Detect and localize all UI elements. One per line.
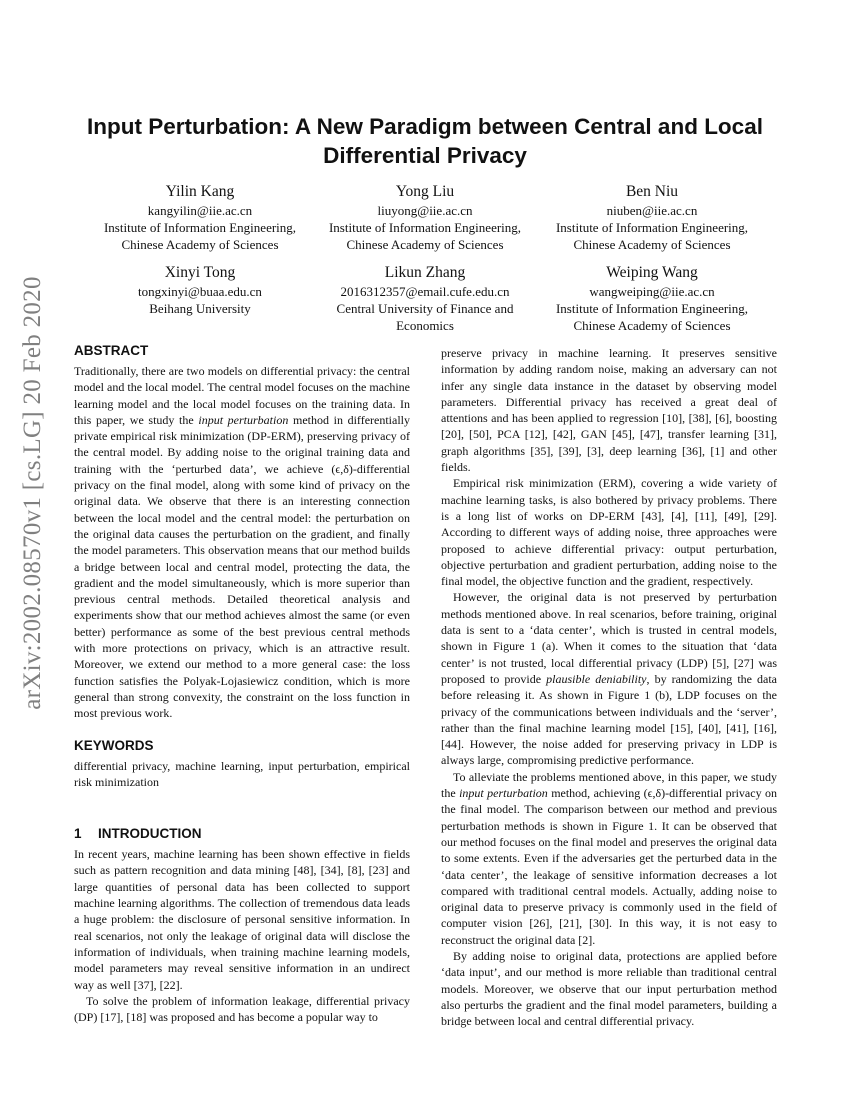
author-affiliation: Economics: [396, 318, 454, 333]
author-affiliation: Chinese Academy of Sciences: [573, 318, 731, 333]
keywords-heading: KEYWORDS: [74, 737, 154, 753]
author-affiliation: Central University of Finance and: [336, 301, 514, 316]
body-paragraph: [441, 769, 777, 948]
author-block: [309, 263, 541, 334]
author-block: [536, 263, 768, 334]
section-title: INTRODUCTION: [98, 826, 202, 842]
author-email: 2016312357@email.cufe.edu.cn: [340, 284, 510, 299]
author-affiliation: Institute of Information Engineering,: [103, 220, 297, 235]
body-text-part: , by randomizing the data before releasing it. As shown in Figure 1 (b), LDP focuses on the privacy of the communications between individuals and the ‘server’, rather than the final machine learning model [15], [40], [41], [16], [44]. However, the noise added for preserving privacy in LDP is always large, compromising predictive performance.: [441, 671, 778, 768]
body-paragraph: [441, 589, 777, 768]
author-email: tongxinyi@buaa.edu.cn: [138, 284, 262, 299]
author-name: Ben Niu: [625, 183, 679, 200]
author-affiliation: Chinese Academy of Sciences: [121, 237, 279, 252]
body-text-part: To alleviate the problems mentioned above, in this paper, we study the: [441, 769, 777, 801]
author-affiliation: Institute of Information Engineering,: [328, 220, 522, 235]
author-name: Weiping Wang: [606, 264, 698, 281]
author-name: Yilin Kang: [165, 183, 235, 200]
body-text-part: However, the original data is not preserved by perturbation methods mentioned above. In real scenarios, before training, original data is sent to a ‘data center’, which is trusted in central models, shown in Figure 1 (a). When it comes to the situation that ‘data center’ is not trusted, local differential privacy (LDP) [5], [27] was proposed to provide: [441, 590, 777, 686]
body-text-part: method, achieving (ϵ,δ)-differential privacy on the final model. The comparison between our method and previous perturbation methods is shown in Figure 1. It can be observed that our method focuses on the final model and preserves the original data to some extents. Even if the adversaries get the perturbed data in the ‘data center’, the leakage of sensitive information decreases a lot compared with traditional central models. Actually, adding noise to original data to preserve privacy is commonly used in the field of computer vision [26], [21], [30]. In this way, it is not easy to reconstruct the original data [2].: [441, 786, 777, 947]
author-affiliation: Institute of Information Engineering,: [555, 220, 749, 235]
author-email: niuben@iie.ac.cn: [606, 203, 698, 218]
abstract-text-part: Traditionally, there are two models on differential privacy: the central model and the local model. The central model focuses on the machine learning model and the local model focuses on the training data. In this paper, we study the: [74, 364, 410, 427]
author-block: [84, 182, 316, 253]
author-affiliation: Beihang University: [149, 301, 251, 316]
abstract-text-part: method in differentially private empirical risk minimization (DP-ERM), preserving privacy of the central model. By adding noise to the original training data and training with the ‘perturbed data’, we achieve (ϵ,δ)-differential privacy on the final model, along with some kind of privacy on the original data. We observe that there is an interesting connection between the local model and the central model: the perturbation on the original data causes the perturbation on the gradient, and finally the model parameters. This observation means that our method builds a bridge between local and central model, protecting the data, the gradient and the model simultaneously, which is more superior than previous central methods. Detailed theoretical analysis and experiments show that our method achieves almost the same (or even better) performance as some of the best previous central methods with more protections on privacy, which is an attractive result. Moreover, we extend our method to a more general case: the loss function satisfies the Polyak-Lojasiewicz condition, which is more general than strong convexity, the constraint on the loss function in most previous work.: [74, 412, 411, 721]
body-emphasis: input perturbation: [459, 786, 548, 801]
arxiv-stamp: [18, 276, 48, 710]
left-column: [74, 342, 410, 1025]
title-line: Input Perturbation: A New Paradigm between Central and Local: [87, 114, 763, 139]
introduction-paragraph: In recent years, machine learning has been shown effective in fields such as pattern recognition and data mining [48], [34], [8], [23] and large quantities of personal data has been collected to support machine learning algorithms. The collection of tremendous data leads a huge problem: the disclosure of personal sensitive information. In real scenarios, not only the leakage of original data will disclose the information of individuals, when training machine learning models, model parameters may reveal sensitive information in an undirect way as well [37], [22].: [74, 847, 410, 992]
body-paragraph: Empirical risk minimization (ERM), covering a wide variety of machine learning tasks, is also bothered by privacy problems. There is a long list of works on DP-ERM [43], [4], [11], [49], [29]. According to different ways of adding noise, three approaches were proposed to achieve differential privacy: output perturbation, objective perturbation and gradient perturbation, adding noise to the final model, the objective function and the gradient, respectively.: [441, 476, 777, 589]
body-paragraph: By adding noise to original data, protections are applied before ‘data input’, and our method is more reliable than traditional central models. Moreover, we observe that our input perturbation method also perturbs the gradient and the final model parameters, building a bridge between local and central differential privacy.: [441, 948, 777, 1029]
abstract-text: [74, 363, 410, 722]
author-email: liuyong@iie.ac.cn: [377, 203, 473, 218]
right-column: [441, 345, 777, 1029]
abstract-emphasis: input perturbation: [198, 412, 289, 427]
author-affiliation: Institute of Information Engineering,: [555, 301, 749, 316]
body-emphasis: plausible deniability: [546, 671, 647, 686]
keywords-text: differential privacy, machine learning, input perturbation, empirical risk minimization: [74, 758, 410, 789]
author-affiliation: Chinese Academy of Sciences: [573, 237, 731, 252]
author-email: kangyilin@iie.ac.cn: [147, 203, 253, 218]
introduction-heading: [74, 825, 410, 843]
author-affiliation: Chinese Academy of Sciences: [346, 237, 504, 252]
abstract-heading: ABSTRACT: [74, 343, 149, 358]
author-name: Xinyi Tong: [164, 264, 236, 281]
author-name: Likun Zhang: [384, 264, 466, 281]
author-block: [536, 182, 768, 253]
arxiv-identifier: arXiv:2002.08570v1 [cs.LG] 20 Feb 2020: [19, 276, 46, 710]
author-name: Yong Liu: [395, 183, 455, 200]
section-number: 1: [74, 826, 82, 842]
title-line: Differential Privacy: [323, 143, 527, 168]
body-paragraph: preserve privacy in machine learning. It preserves sensitive information by adding random noise, making an adversary can not infer any single data instance in the dataset by observing model parameters. Differential privacy has received a great deal of attentions and has been applied to regression [10], [38], [6], boosting [20], [50], PCA [12], [42], GAN [45], [47], transfer learning [31], graph algorithms [35], [39], [3], deep learning [36], [1] and other fields.: [441, 346, 777, 475]
paper-title: [60, 112, 790, 170]
author-block: [84, 263, 316, 317]
author-block: [309, 182, 541, 253]
introduction-paragraph: To solve the problem of information leakage, differential privacy (DP) [17], [18] was proposed and has become a popular way to: [74, 993, 410, 1025]
author-email: wangweiping@iie.ac.cn: [589, 284, 715, 299]
